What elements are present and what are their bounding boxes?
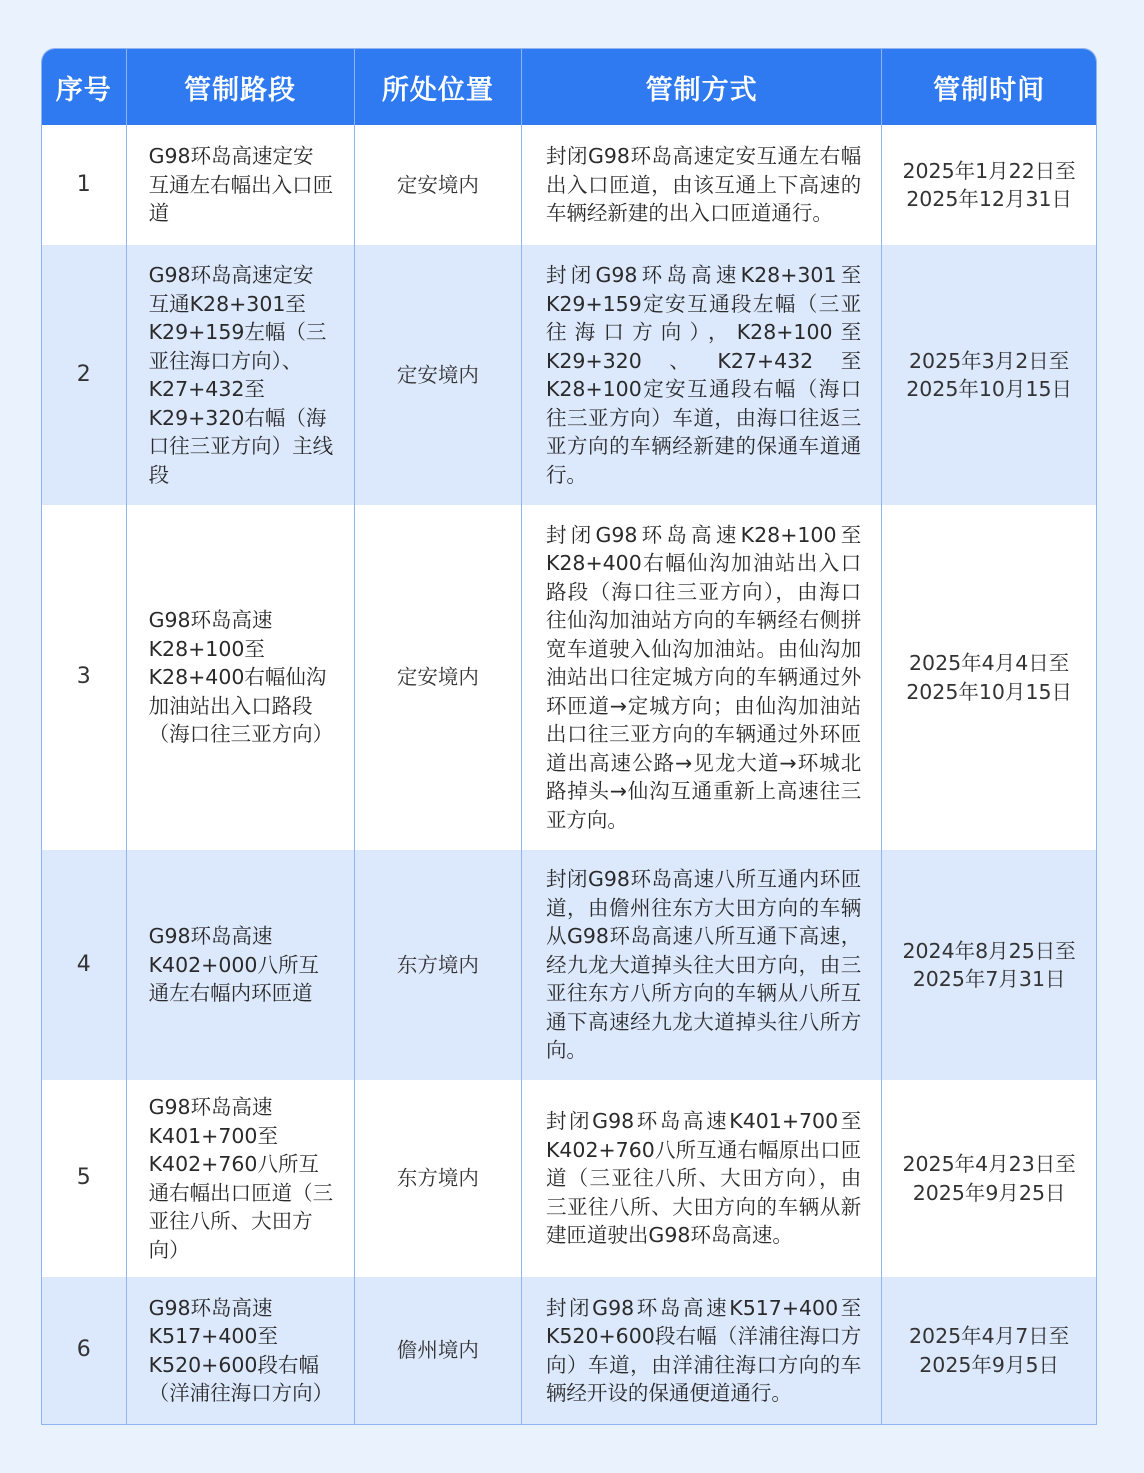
- table-row: [42, 1277, 1096, 1424]
- row-mode-text: 封闭G98环岛高速K517+400至K520+600段右幅（洋浦往海口方向）车道，由洋浦往海口方向的车辆经开设的保通便道通行。: [545, 1295, 862, 1405]
- row-segment-text: G98环岛高速定安互通左右幅出入口匝道: [148, 144, 334, 226]
- header-segment: 管制路段: [126, 49, 354, 125]
- table-row: [42, 505, 1096, 850]
- row-segment: [126, 850, 354, 1080]
- row-location: 定安境内: [354, 505, 521, 850]
- table-body: [42, 125, 1096, 1424]
- table-row: [42, 850, 1096, 1080]
- row-location: 定安境内: [354, 125, 521, 245]
- header-time: 管制时间: [882, 49, 1096, 125]
- row-segment-text: G98环岛高速K402+000八所互通左右幅内环匝道: [148, 924, 319, 1006]
- row-location: 儋州境内: [354, 1277, 521, 1424]
- row-no: 2: [42, 245, 126, 505]
- row-location: 东方境内: [354, 1080, 521, 1277]
- row-mode: [521, 850, 881, 1080]
- table-header: [42, 49, 1096, 125]
- row-segment-text: G98环岛高速K517+400至K520+600段右幅（洋浦往海口方向）: [148, 1295, 334, 1405]
- row-mode-text: 封闭G98环岛高速K28+301至K29+159定安互通段左幅（三亚往海口方向），K28+100至K29+320、K27+432至K28+100定安互通段右幅（海口往三亚方向）车道，由海口往返三亚方向的车辆经新建的保通车道通行。: [545, 263, 862, 487]
- row-segment-text: G98环岛高速定安互通K28+301至K29+159左幅（三亚往海口方向）、K27+432至K29+320右幅（海口往三亚方向）主线段: [148, 263, 334, 487]
- table-row: [42, 245, 1096, 505]
- row-mode: [521, 505, 881, 850]
- row-segment: [126, 1277, 354, 1424]
- traffic-control-table: [41, 48, 1097, 1425]
- row-no: 5: [42, 1080, 126, 1277]
- row-segment-text: G98环岛高速K28+100至K28+400右幅仙沟加油站出入口路段（海口往三亚方向）: [148, 608, 334, 747]
- header-location: 所处位置: [354, 49, 521, 125]
- row-time-text: 2024年8月25日至2025年7月31日: [902, 938, 1076, 991]
- header-mode: 管制方式: [521, 49, 881, 125]
- row-location: 东方境内: [354, 850, 521, 1080]
- header-no: 序号: [42, 49, 126, 125]
- row-no: 1: [42, 125, 126, 245]
- table-row: [42, 1080, 1096, 1277]
- row-segment-text: G98环岛高速K401+700至K402+760八所互通右幅出口匝道（三亚往八所、大田方向）: [148, 1095, 334, 1262]
- row-location: 定安境内: [354, 245, 521, 505]
- row-time: [882, 1277, 1096, 1424]
- row-no: 3: [42, 505, 126, 850]
- row-mode-text: 封闭G98环岛高速K401+700至K402+760八所互通右幅原出口匝道（三亚往八所、大田方向），由三亚往八所、大田方向的车辆从新建匝道驶出G98环岛高速。: [545, 1109, 862, 1248]
- row-time: [882, 850, 1096, 1080]
- row-time: [882, 1080, 1096, 1277]
- row-mode-text: 封闭G98环岛高速八所互通内环匝道，由儋州往东方大田方向的车辆从G98环岛高速八所互通下高速，经九龙大道掉头往大田方向，由三亚往东方八所方向的车辆从八所互通下高速经九龙大道掉头往八所方向。: [545, 867, 862, 1063]
- row-segment: [126, 245, 354, 505]
- table-row: [42, 125, 1096, 245]
- row-segment: [126, 125, 354, 245]
- row-segment: [126, 505, 354, 850]
- row-mode: [521, 245, 881, 505]
- header-row: [42, 49, 1096, 125]
- row-time: [882, 125, 1096, 245]
- row-time-text: 2025年4月7日至2025年9月5日: [909, 1324, 1070, 1377]
- row-mode-text: 封闭G98环岛高速定安互通左右幅出入口匝道，由该互通上下高速的车辆经新建的出入口匝道通行。: [545, 144, 862, 226]
- row-segment: [126, 1080, 354, 1277]
- row-mode: [521, 125, 881, 245]
- row-time-text: 2025年4月23日至2025年9月25日: [902, 1152, 1076, 1205]
- row-mode-text: 封闭G98环岛高速K28+100至K28+400右幅仙沟加油站出入口路段（海口往三亚方向），由海口往仙沟加油站方向的车辆经右侧拼宽车道驶入仙沟加油站。由仙沟加油站出口往定城方向的车辆通过外环匝道→定城方向；由仙沟加油站出口往三亚方向的车辆通过外环匝道出高速公路→见龙大道→环城北路掉头→仙沟互通重新上高速往三亚方向。: [545, 522, 862, 832]
- row-no: 4: [42, 850, 126, 1080]
- row-time-text: 2025年4月4日至2025年10月15日: [906, 651, 1073, 704]
- row-time: [882, 245, 1096, 505]
- table: [42, 49, 1096, 1424]
- row-mode: [521, 1080, 881, 1277]
- row-time: [882, 505, 1096, 850]
- row-mode: [521, 1277, 881, 1424]
- row-time-text: 2025年3月2日至2025年10月15日: [906, 348, 1073, 401]
- row-time-text: 2025年1月22日至2025年12月31日: [902, 158, 1076, 211]
- row-no: 6: [42, 1277, 126, 1424]
